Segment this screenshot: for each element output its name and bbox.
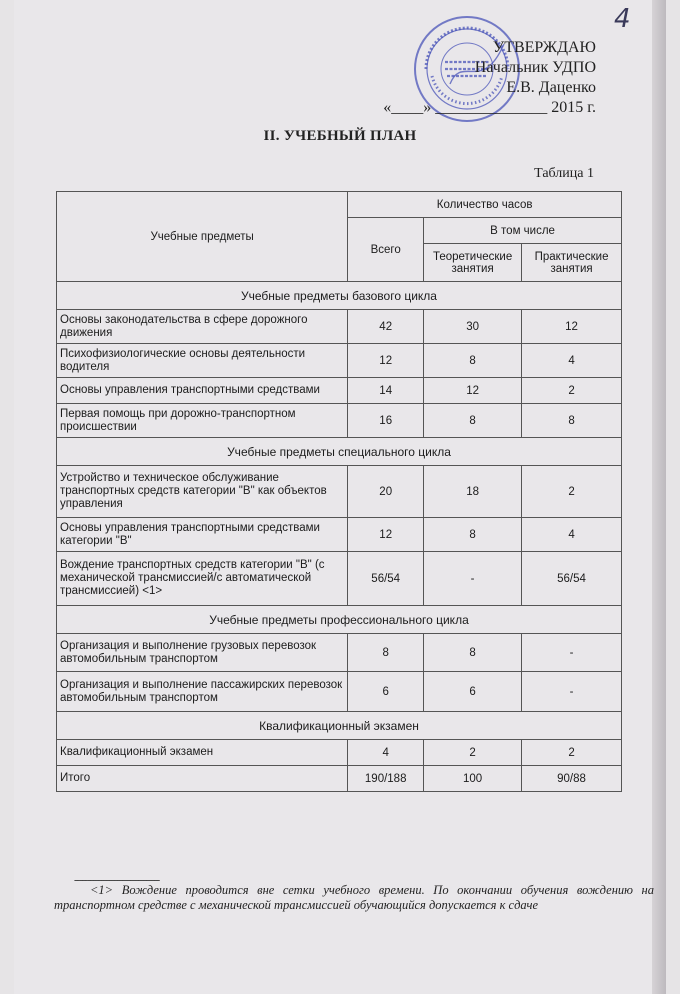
page-number: 4 [614, 4, 631, 34]
table-row [57, 672, 622, 712]
hours-total: 12 [348, 518, 424, 552]
table-row [57, 310, 622, 344]
header-theory: Теоретические занятия [424, 244, 522, 282]
subject-name: Основы управления транспортными средствами [57, 378, 348, 404]
hours-total: 12 [348, 344, 424, 378]
hours-theory: 6 [424, 672, 522, 712]
table-row [57, 518, 622, 552]
header-practice: Практические занятия [522, 244, 622, 282]
section-row [57, 712, 622, 740]
hours-theory: 2 [424, 740, 522, 766]
table-row [57, 378, 622, 404]
subject-name: Основы управления транспортными средствами категории "В" [57, 518, 348, 552]
subject-name: Квалификационный экзамен [57, 740, 348, 766]
table-row [57, 344, 622, 378]
hours-practice: 4 [522, 344, 622, 378]
hours-practice: - [522, 634, 622, 672]
hours-practice: 2 [522, 466, 622, 518]
approval-title: УТВЕРЖДАЮ [492, 39, 596, 56]
table-row [57, 740, 622, 766]
hours-theory: 12 [424, 378, 522, 404]
footnote-rule: -------------------------------- [74, 874, 160, 886]
approval-date: «____» ______________ 2015 г. [383, 99, 596, 116]
subject-name: Основы законодательства в сфере дорожного движения [57, 310, 348, 344]
subject-name: Вождение транспортных средств категории "В" (с механической трансмиссией/с автоматической трансмиссией) <1> [57, 552, 348, 606]
hours-total: 6 [348, 672, 424, 712]
total-hours: 190/188 [348, 766, 424, 792]
table-row [57, 552, 622, 606]
section-title: Учебные предметы базового цикла [57, 282, 622, 310]
header-subjects: Учебные предметы [57, 192, 348, 282]
subject-name: Устройство и техническое обслуживание транспортных средств категории "В" как объектов управления [57, 466, 348, 518]
hours-practice: 4 [522, 518, 622, 552]
approval-position: Начальник УДПО [474, 59, 596, 76]
hours-theory: 30 [424, 310, 522, 344]
section-heading: II. УЧЕБНЫЙ ПЛАН [263, 128, 417, 144]
hours-practice: 2 [522, 740, 622, 766]
hours-total: 20 [348, 466, 424, 518]
hours-practice: 12 [522, 310, 622, 344]
section-row [57, 282, 622, 310]
hours-total: 8 [348, 634, 424, 672]
hours-theory: - [424, 552, 522, 606]
table-row [57, 404, 622, 438]
total-label: Итого [57, 766, 348, 792]
hours-practice: 56/54 [522, 552, 622, 606]
approval-block [383, 38, 596, 118]
header-total: Всего [348, 218, 424, 282]
section-title: Квалификационный экзамен [57, 712, 622, 740]
hours-total: 14 [348, 378, 424, 404]
hours-theory: 8 [424, 518, 522, 552]
hours-total: 42 [348, 310, 424, 344]
hours-theory: 18 [424, 466, 522, 518]
subject-name: Психофизиологические основы деятельности водителя [57, 344, 348, 378]
approval-signatory: Е.В. Даценко [506, 79, 596, 96]
section-title: Учебные предметы профессионального цикла [57, 606, 622, 634]
hours-practice: 2 [522, 378, 622, 404]
curriculum-table-body [57, 282, 622, 792]
hours-practice: - [522, 672, 622, 712]
section-row [57, 438, 622, 466]
table-row [57, 466, 622, 518]
subject-name: Первая помощь при дорожно-транспортном происшествии [57, 404, 348, 438]
subject-name: Организация и выполнение пассажирских перевозок автомобильным транспортом [57, 672, 348, 712]
hours-theory: 8 [424, 634, 522, 672]
total-theory: 100 [424, 766, 522, 792]
footnote: <1> Вождение проводится вне сетки учебного времени. По окончании обучения вождению на транспортном средстве с механической трансмиссией обучающийся допускается к сдаче [54, 883, 654, 912]
hours-total: 4 [348, 740, 424, 766]
hours-total: 56/54 [348, 552, 424, 606]
total-practice: 90/88 [522, 766, 622, 792]
hours-total: 16 [348, 404, 424, 438]
hours-practice: 8 [522, 404, 622, 438]
header-including: В том числе [424, 218, 622, 244]
curriculum-table [56, 191, 622, 792]
section-row [57, 606, 622, 634]
hours-theory: 8 [424, 404, 522, 438]
page-edge [652, 0, 666, 994]
table-row [57, 634, 622, 672]
table-caption: Таблица 1 [534, 166, 594, 181]
subject-name: Организация и выполнение грузовых перевозок автомобильным транспортом [57, 634, 348, 672]
header-hours: Количество часов [348, 192, 622, 218]
section-title: Учебные предметы специального цикла [57, 438, 622, 466]
document-page [14, 0, 666, 994]
hours-theory: 8 [424, 344, 522, 378]
total-row [57, 766, 622, 792]
